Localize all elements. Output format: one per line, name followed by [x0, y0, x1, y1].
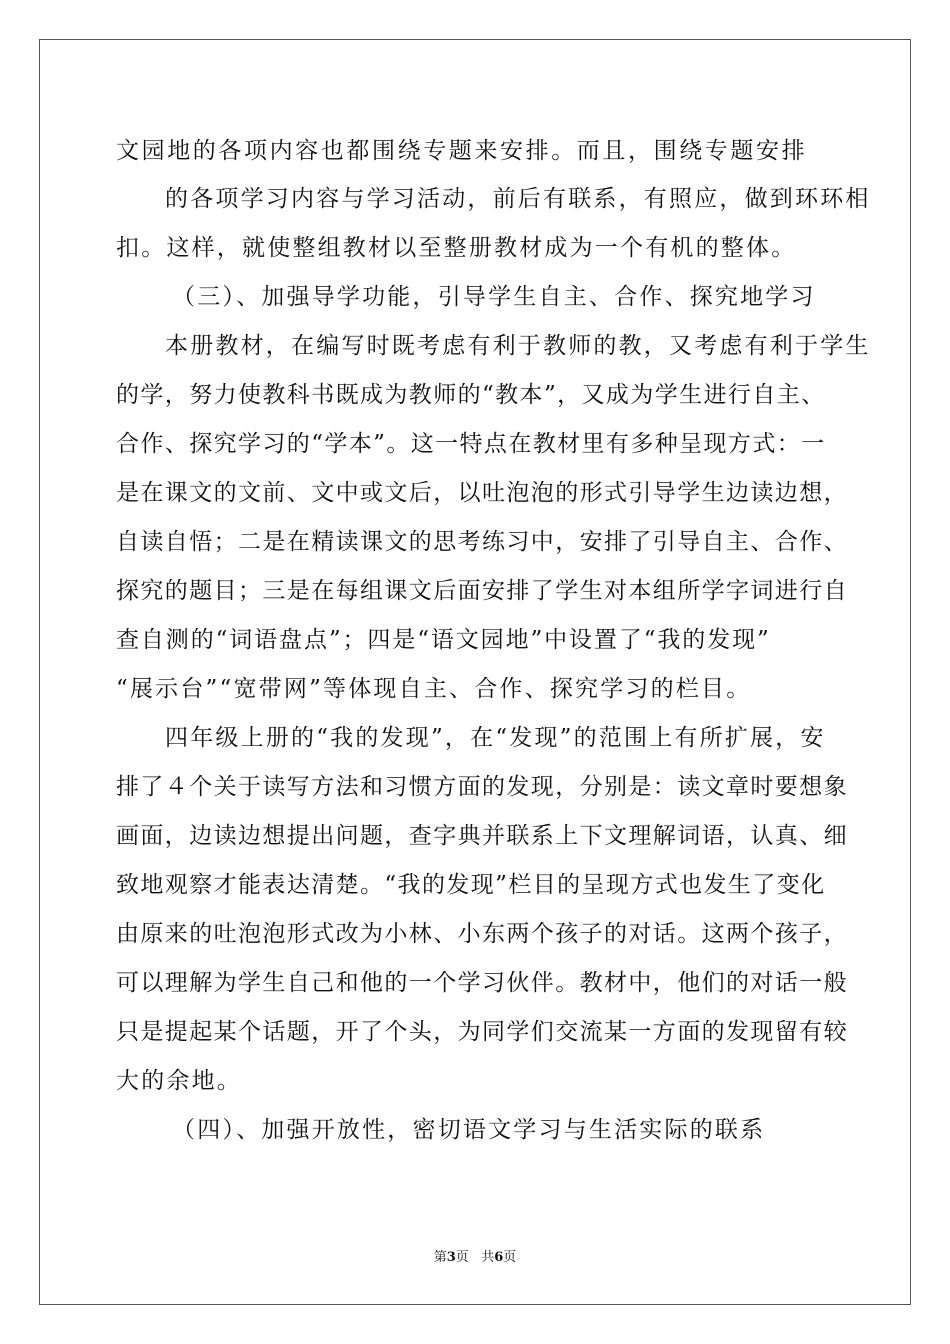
text-line: 合作、探究学习的“学本”。这一特点在教材里有多种呈现方式：一	[116, 431, 826, 457]
text-line: 由原来的吐泡泡形式改为小林、小东两个孩子的对话。这两个孩子，	[116, 921, 848, 947]
text-line: 的学，努力使教科书既成为教师的“教本”，又成为学生进行自主、	[116, 382, 826, 408]
text-line: 四年级上册的“我的发现”，在“发现”的范围上有所扩展，安	[165, 725, 826, 751]
section-heading: （三）、加强导学功能，引导学生自主、合作、探究地学习	[172, 284, 816, 310]
text-line: 的各项学习内容与学习活动，前后有联系，有照应，做到环环相	[165, 186, 871, 212]
text-line: 文园地的各项内容也都围绕专题来安排。而且，围绕专题安排	[116, 138, 808, 164]
text-line: 扣。这样，就使整组教材以至整册教材成为一个有机的整体。	[116, 235, 797, 261]
text-line: 画面，边读边想提出问题，查字典并联系上下文理解词语，认真、细	[116, 823, 848, 849]
total-prefix: 共	[481, 1250, 495, 1265]
page-footer	[0, 1246, 950, 1265]
section-heading: （四）、加强开放性，密切语文学习与生活实际的联系	[172, 1117, 766, 1143]
page-number: 3	[446, 1250, 456, 1265]
page-prefix: 第	[433, 1250, 447, 1265]
text-line: 排了４个关于读写方法和习惯方面的发现，分别是：读文章时要想象	[116, 774, 848, 800]
page-suffix: 页	[455, 1250, 469, 1265]
text-line: 只是提起某个话题，开了个头，为同学们交流某一方面的发现留有较	[116, 1019, 848, 1045]
text-line: 自读自悟；二是在精读课文的思考练习中，安排了引导自主、合作、	[116, 529, 848, 555]
total-suffix: 页	[503, 1250, 517, 1265]
text-line: 大的余地。	[116, 1068, 242, 1094]
text-line: 本册教材，在编写时既考虑有利于教师的教，又考虑有利于学生	[165, 333, 871, 359]
total-pages: 6	[494, 1250, 504, 1265]
text-line: 可以理解为学生自己和他的一个学习伙伴。教材中，他们的对话一般	[116, 970, 848, 996]
text-line: 探究的题目；三是在每组课文后面安排了学生对本组所学字词进行自	[116, 578, 848, 604]
text-line: 查自测的“词语盘点”；四是“语文园地”中设置了“我的发现”	[116, 627, 771, 653]
text-line: “展示台”“宽带网”等体现自主、合作、探究学习的栏目。	[116, 676, 752, 702]
text-line: 是在课文的文前、文中或文后，以吐泡泡的形式引导学生边读边想，	[116, 480, 848, 506]
text-line: 致地观察才能表达清楚。“我的发现”栏目的呈现方式也发生了变化	[116, 872, 826, 898]
